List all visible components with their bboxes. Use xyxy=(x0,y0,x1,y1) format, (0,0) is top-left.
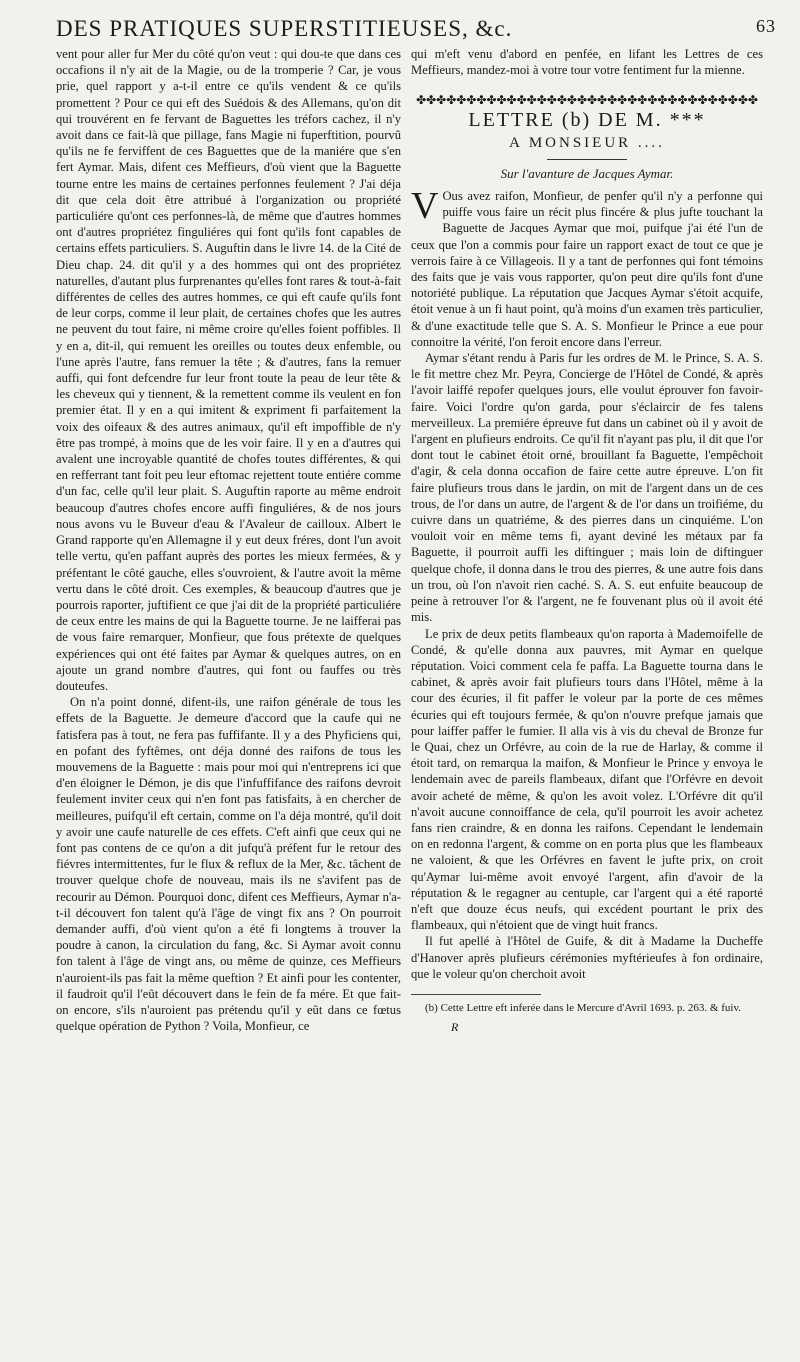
footnote: (b) Cette Lettre eft inferée dans le Mercure d'Avril 1693. p. 263. & fuiv. xyxy=(425,1001,741,1014)
running-head xyxy=(56,16,776,44)
body-paragraph: On n'a point donné, difent-ils, une raifon générale de tous les effets de la Baguette. Je demeure d'accord que la caufe qui ne fatisfera pas à tout, ne fera pas fuffifante. Il y a des Phyficiens qui, en pofant des fyftêmes, ont déja donné des raifons de tous les mouvemens de la Baguette : mais pour moi qui n'entreprens ici que d'en éloigner le Démon, je dis que l'infuffifance des raifons devroit feulement inviter ceux qui n'en font pas fatisfaits, à en chercher de meilleures, puifqu'il eft certain, comme on l'a déja montré, qu'il doit y avoir une caufe naturelle de ces effets. C'eft ainfi que ceux qui ne font pas contens de ce qu'on a dit jufqu'à préfent fur le retour des fiévres intermittentes, fur le flux & reflux de la Mer, &c. tâchent de trouver quelque chofe de nouveau, mais ils ne s'avifent pas de recourir au Démon. Pourquoi donc, difent ces Meffieurs, Aymar n'a-t-il découvert fon talent qu'à l'âge de vingt fix ans ? On pourroit demander auffi, d'où vient qu'on a été fi longtems à trouver la poudre à canon, la circulation du fang, &c. Si Aymar avoit connu fon talent à l'âge de vingt ans, ou même de quinze, ces Meffieurs n'auroient-ils pas fait la même queftion ? Et ainfi pour les contenter, il faudroit qu'il l'eût découvert dans le fein de fa mére. Et que fait-on encore, s'ils n'auroient pas prétendu qu'il y eût dans ce fœtus quelque opération de Python ? Voila, Monfieur, ce xyxy=(56,695,401,1034)
left-column xyxy=(56,46,401,1034)
page-number: 63 xyxy=(756,16,776,36)
letter-title: LETTRE (b) DE M. *** xyxy=(468,109,706,132)
body-paragraph: Il fut apellé à l'Hôtel de Guife, & dit à Madame la Ducheffe d'Hanover après plufieurs cérémonies myftérieufes à fon ordinaire, que le voleur qu'on cherchoit avoit xyxy=(411,934,763,981)
signature-mark: R xyxy=(451,1019,459,1034)
body-paragraph: Aymar s'étant rendu à Paris fur les ordres de M. le Prince, S. A. S. le fit mettre chez Mr. Peyra, Concierge de l'Hôtel de Condé, & après l'avoir laiffé repofer quelques jours, elle voulut éprouver fon favoir-faire. Voici l'ordre qu'on garda, pour s'éclaircir de fes talens merveilleux. La premiére épreuve fut dans un cabinet où il y avoit de l'argent en plufieurs endroits. Ce qu'il fit n'ayant pas plu, il dit que l'or dont tout le cabinet étoit orné, brouillant fa Baguette, l'empêchoit d'agir, & cela donna occafion de faire cette autre épreuve. L'on fit faire plufieurs trous dans le jardin, on mit de l'argent dans un de ces trous, de l'or dans un autre, de l'argent & de l'or dans un troifiéme, du cuivre dans un quatriéme, & des pierres dans un cinquiéme. L'on vouloit voir en même tems fi, ayant deviné les métaux par fa Baguette, il pourroit auffi les diftinguer ; mais loin de diftinguer quelque chofe, il donna dans le trou des pierres, & une autre fois dans un trou, où l'on n'avoit rien caché. S. A. S. eut enfuite beaucoup de peine à retrouver l'or & l'argent, ne fe fouvenant plus où il avoit été mis. xyxy=(411,351,763,625)
running-head-title: DES PRATIQUES SUPERSTITIEUSES, &c. xyxy=(56,16,513,41)
decorative-ornament-band: ✤✤✤✤✤✤✤✤✤✤✤✤✤✤✤✤✤✤✤✤✤✤✤✤✤✤✤✤✤✤✤✤✤✤ xyxy=(416,93,758,107)
letter-subject: Sur l'avanture de Jacques Aymar. xyxy=(500,165,674,181)
footnote-divider xyxy=(411,994,541,995)
drop-cap: V xyxy=(411,185,439,228)
paragraph-text: Ous avez raifon, Monfieur, de penfer qu'il n'y a perfonne qui puiffe vous faire un récit plus fincére & plus jufte touchant la Baguette de Jacques Aymar que moi, puifque j'ai été l'un de ceux que l'on a commis pour faire un rapport exact de tout ce que je verrois faire à ce Villageois. Il y a tant de perfonnes qui font témoins des faits que je vais vous rapporter, qu'on peut dire qu'ils font d'une notoriété publique. La réputation que Jacques Aymar s'étoit acquife, étoit venue à un fi haut point, qu'à moins d'un examen très particulier, & d'une exactitude telle que S. A. S. Monfieur le Prince a eue pour connoitre la vérité, l'on feroit encore dans l'erreur. xyxy=(411,189,763,349)
right-column xyxy=(411,46,763,1035)
body-paragraph: Le prix de deux petits flambeaux qu'on raporta à Mademoifelle de Condé, & qu'elle donna aux pauvres, mit Aymar en quelque réputation. Voici comment cela fe paffa. La Baguette tourna dans le cabinet, & après avoir fait plufieurs tours dans l'Hôtel, même à la cour des écuries, il fit paffer le voleur par la porte de ces mêmes écuries qui eft toujours fermée, & qu'on n'ouvre prefque jamais que pour laiffer paffer le fumier. Il alla vis à vis du cheval de Bronze fur le Quai, chez un Orfévre, au coin de la rue de Harlay, & comme il étoit tard, on remarqua la maifon, & Monfieur le Prince y envoya le lendemain avec de pareils flambeaux, difant que l'Orfévre en devoit avoir acheté de même, & qu'on les avoit volez. L'Orfévre dit qu'il n'avoit aucune connoiffance de cela, qu'il pourroit les avoir achetez fans rien craindre, & en donna les raifons. Cependant le lendemain on en redonna l'argent, & comme on en porta plus que les flambeaux ne valoient, & que les Orfévres en favent le jufte prix, on croit qu'Aymar lui-même avoit envoyé l'argent, afin d'avoir de la réputation & le regagner au centuple, car l'argent qui a été raporté n'eft que douze écus neufs, qui excédent pourtant le prix des flambeaux, qui n'étoient que de vingt huit francs. xyxy=(411,626,763,933)
body-paragraph: vent pour aller fur Mer du côté qu'on veut : qui dou-te que dans ces occafions il n'y ait de la Magie, ou de la tromperie ? Car, je vous prie, quel rapport y a-t-il entre ce qu'ils vendent & ce qu'ils promettent ? Pour ce qui eft des Suédois & des Allemans, qu'on dit qui trouvérent en fe fervant de Baguettes les tréfors cachez, il n'y avoit dans ce fait-là que pillage, fans Magie ni fuperftition, pourvû qu'ils ne fe ferviffent de ces Baguettes que de la maniére que s'en fert Aymar. Mais, difent ces Meffieurs, d'où vient que la Baguette tourne entre les mains de certaines perfonnes feulement ? J'ai déja dit que cela doit être attribué à l'organization ou propriété particuliére qu'ont ces perfonnes-là, de même que d'autres hommes ont d'autres propriétez finguliéres qui font qu'ils font capables de certains effets particuliers. S. Auguftin dans le livre 14. de la Cité de Dieu chap. 24. dit qu'il y a des hommes qui ont des propriétez naturelles, d'autant plus furprenantes qu'elles font rares & tout-à-fait différentes de celles des autres hommes, ce qui eft caufe qu'ils font de leur corps, comme il leur plait, de certaines chofes que les autres ne peuvent du tout faire, ni même croire qu'elles foient poffibles. Il y en a, dit-il, qui remuent les oreilles ou toutes deux enfemble, ou l'une après l'autre, fans remuer la tête ; & d'autres, fans la remuer auffi, qui font defcendre fur leur front toute la peau de leur tête & les cheveux qui y tiennent, & la remettent comme ils veulent en fon premier état. Il y en a qui imitent & expriment fi parfaitement la voix des oifeaux & des autres animaux, qu'il eft impoffible de n'y être pas trompé, à moins que de les voir faire. Il y en a d'autres qui avalent une incroyable quantité de chofes toutes différentes, & qui en refferrant tant foit peu leur eftomac rejettent toute entiére comme d'un fac, celle qu'il leur plait. S. Auguftin raporte au même endroit beaucoup d'autres chofes encore auffi finguliéres, & de nos jours nous avons vu le Buveur d'eau & l'Avaleur de cailloux. Albert le Grand rapporte qu'en Allemagne il y eut deux fréres, dont l'un avoit telle vertu, qu'en paffant auprès des portes les mieux fermées, & y préfentant le côté gauche, elles s'ouvroient, & l'autre avoit la même vertu dans le côté droit. Ces exemples, & beaucoup d'autres que je pourrois raporter, juftifient ce que j'ai dit de la propriété particuliére de ceux entre les mains de qui la Baguette tourne. Je ne laifferai pas de vous faire remarquer, Monfieur, que fous prétexte de quelques expériences qui ont été faites par Aymar & quelques autres, on en ajoute un grand nombre d'autres, qui font ou fauffes ou très douteufes. xyxy=(56,47,401,693)
body-paragraph xyxy=(411,185,763,350)
divider xyxy=(547,159,627,160)
letter-addressee: A MONSIEUR .... xyxy=(509,134,665,151)
intro-paragraph: qui m'eft venu d'abord en penfée, en lifant les Lettres de ces Meffieurs, mandez-moi à votre tour votre fentiment fur la mienne. xyxy=(411,47,763,78)
